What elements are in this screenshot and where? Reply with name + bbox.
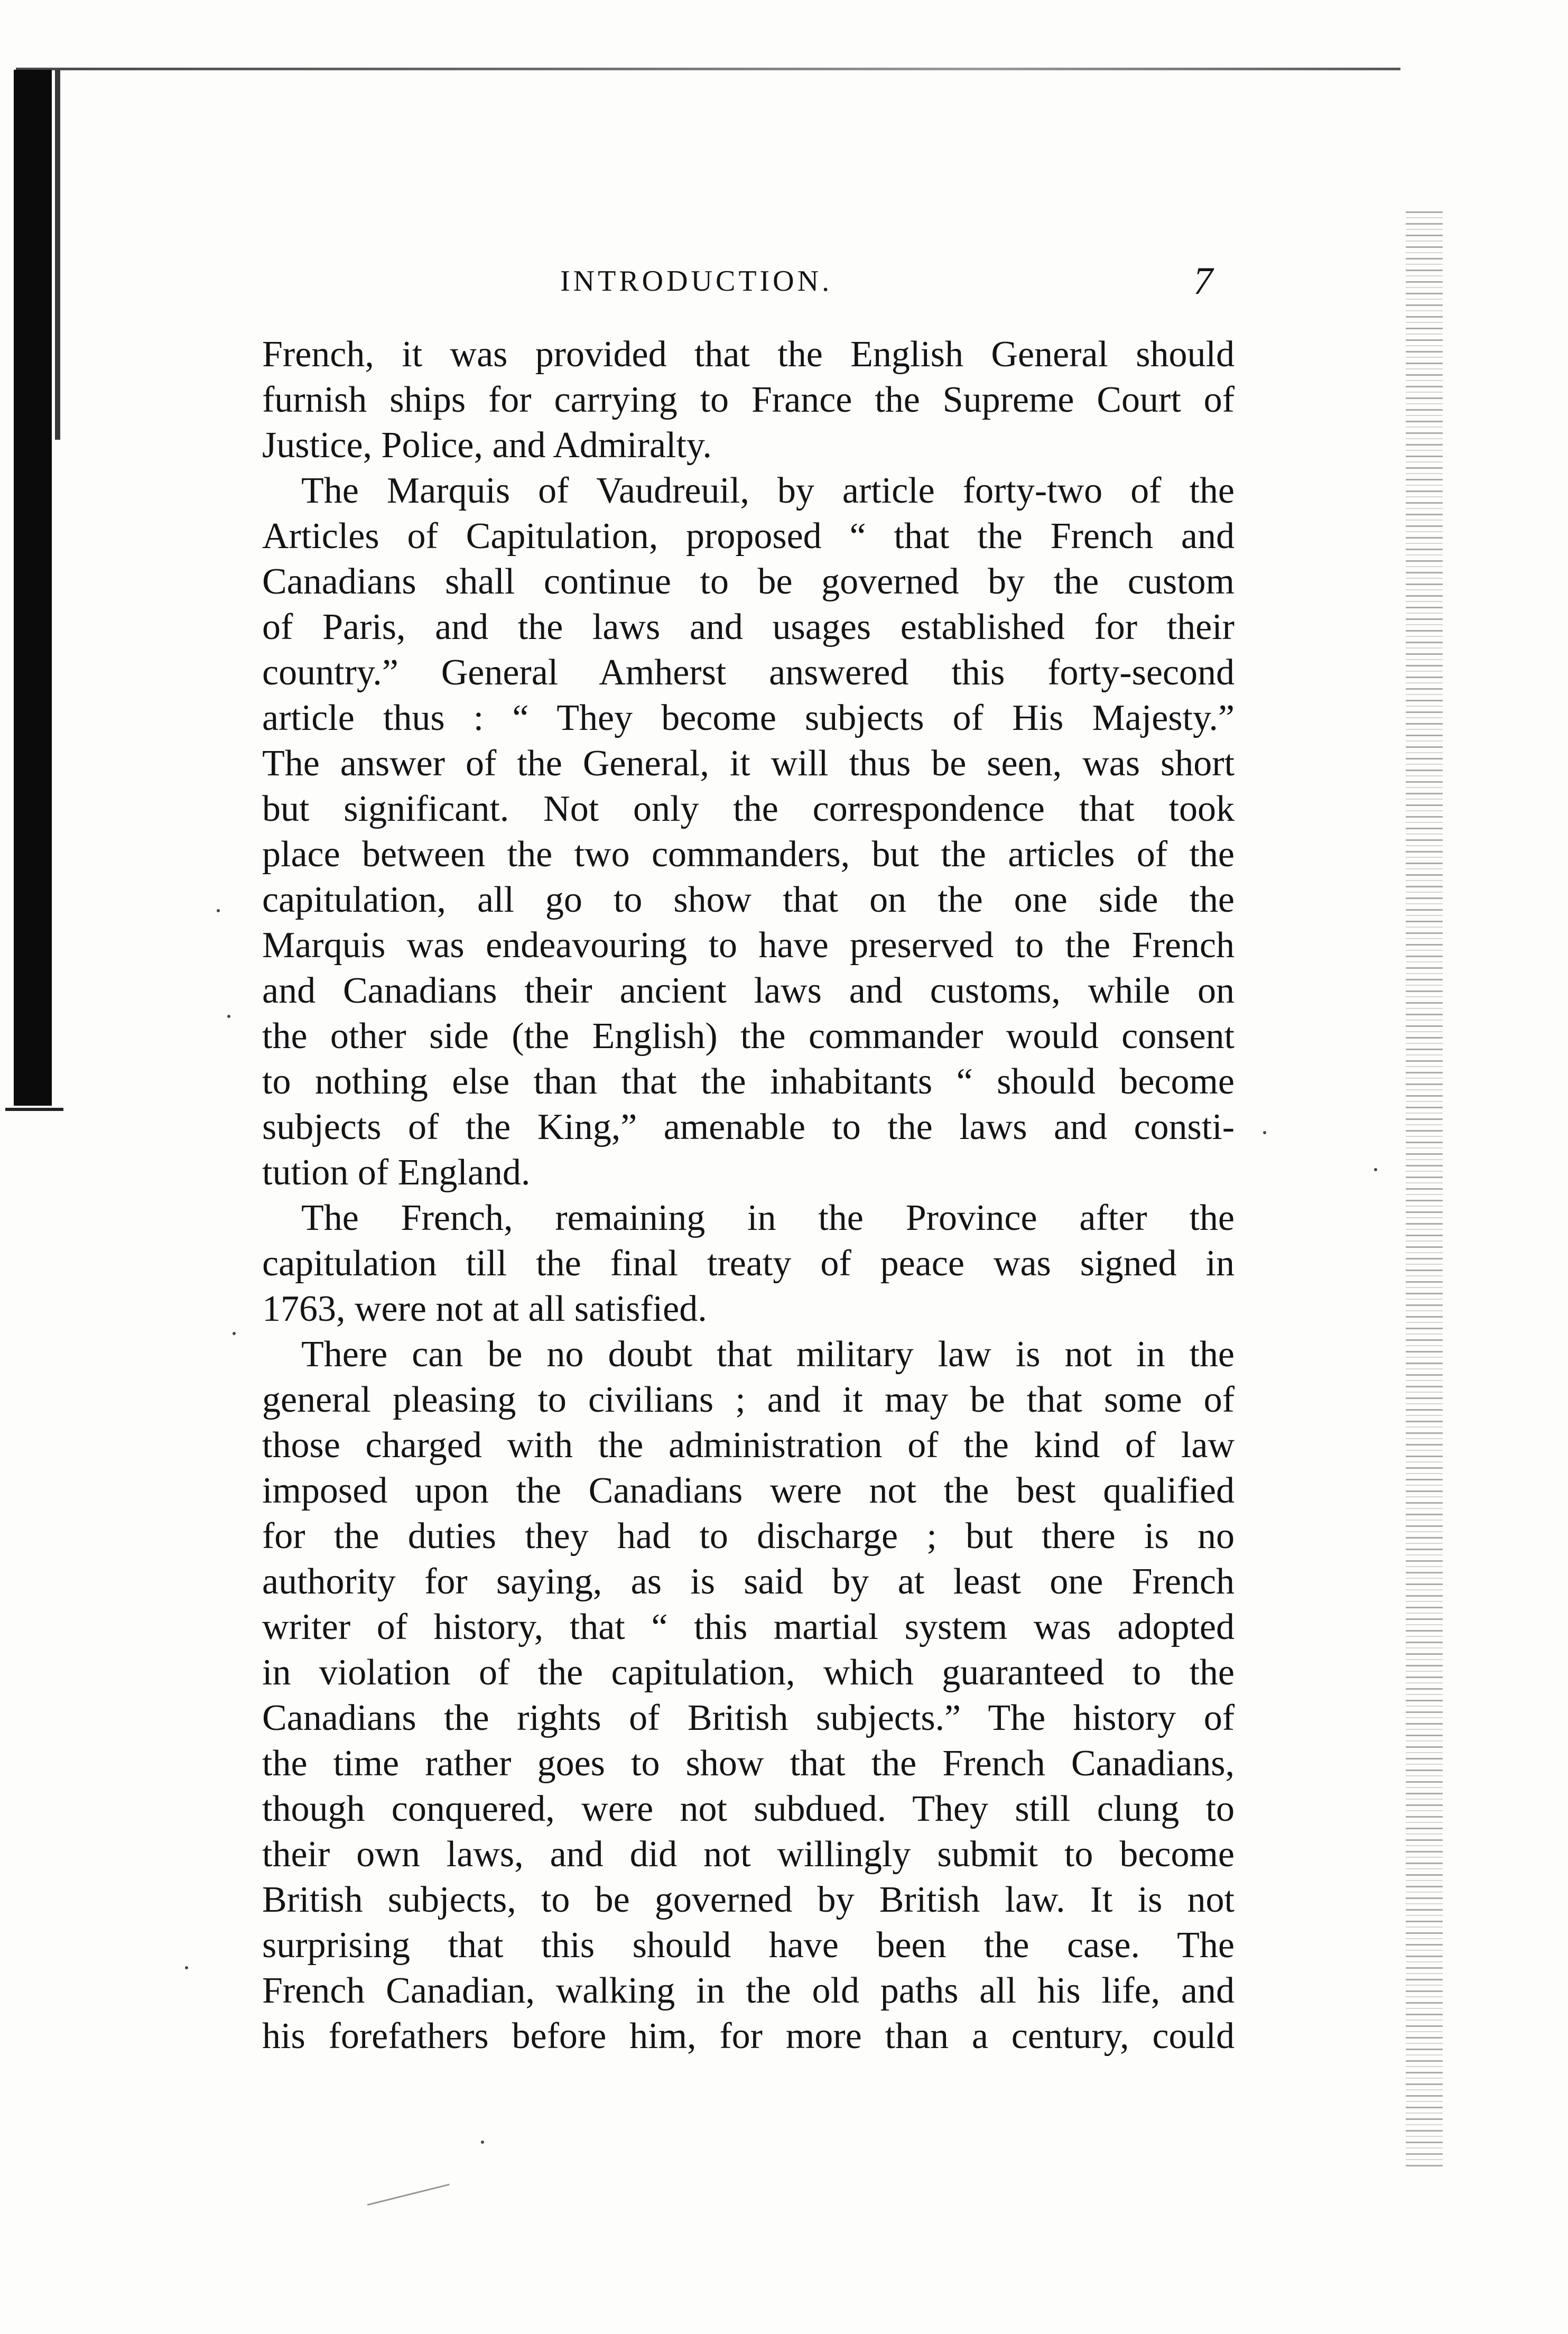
text-line: article thus : “ They become subjects of His Majesty.” [262,698,1235,738]
text-line: Justice, Police, and Admiralty. [262,425,712,466]
scan-speck [1263,1131,1266,1134]
text-line: the time rather goes to show that the French Canadians, [262,1743,1235,1784]
scan-binding-tick [5,1108,63,1111]
text-line: capitulation till the final treaty of peace was signed in [262,1243,1235,1284]
text-line: Canadians shall continue to be governed by the custom [262,561,1235,602]
text-line: in violation of the capitulation, which guaranteed to the [262,1652,1235,1693]
text-line: his forefathers before him, for more than a century, could [262,2016,1235,2057]
text-line: their own laws, and did not willingly submit to become [262,1834,1235,1875]
text-line: furnish ships for carrying to France the Supreme Court of [262,379,1235,420]
text-line: though conquered, were not subdued. They still clung to [262,1789,1235,1829]
scan-speck [481,2141,484,2144]
text-line: French Canadian, walking in the old paths all his life, and [262,1970,1235,2011]
text-line: authority for saying, as is said by at least one French [262,1561,1235,1602]
text-line: those charged with the administration of the kind of law [262,1425,1235,1466]
paragraph [262,1332,1235,2059]
text-line: The answer of the General, it will thus be seen, was short [262,743,1235,784]
text-line: French, it was provided that the English General should [262,334,1235,375]
text-line: 1763, were not at all satisfied. [262,1289,707,1329]
text-line: place between the two commanders, but the articles of the [262,834,1235,875]
scan-speck [233,1332,236,1335]
scan-speck [185,1966,188,1969]
page-number: 7 [1193,260,1213,303]
text-line: and Canadians their ancient laws and customs, while on [262,970,1235,1011]
paragraph [262,332,1235,468]
running-head: INTRODUCTION. [560,265,833,298]
scan-binding-shadow-thin [55,70,60,440]
scan-speck [1374,1168,1377,1171]
scan-speck [217,909,220,912]
text-line: There can be no doubt that military law is not in the [301,1334,1235,1375]
scan-top-edge-rule [16,68,1400,70]
text-line: Marquis was endeavouring to have preserved to the French [262,925,1235,966]
text-line: Canadians the rights of British subjects.” The history of [262,1698,1235,1738]
paragraph [262,468,1235,1196]
text-line: British subjects, to be governed by British law. It is not [262,1879,1235,1920]
scan-speck [227,1015,230,1018]
text-line: of Paris, and the laws and usages established for their [262,607,1235,647]
text-line: writer of history, that “ this martial system was adopted [262,1607,1235,1647]
paragraph [262,1196,1235,1332]
text-line: surprising that this should have been the case. The [262,1925,1235,1966]
scan-right-edge-noise [1406,211,1443,2167]
text-line: for the duties they had to discharge ; but there is no [262,1516,1235,1557]
text-line: capitulation, all go to show that on the one side the [262,879,1235,920]
text-line: but significant. Not only the correspondence that took [262,789,1235,829]
text-line: The French, remaining in the Province after the [301,1198,1235,1238]
text-line: general pleasing to civilians ; and it may be that some of [262,1379,1235,1420]
text-line: the other side (the English) the commander would consent [262,1016,1235,1057]
text-line: subjects of the King,” amenable to the laws and consti- [262,1107,1235,1147]
text-line: Articles of Capitulation, proposed “ that the French and [262,516,1235,557]
text-line: imposed upon the Canadians were not the best qualified [262,1470,1235,1511]
text-line: tution of England. [262,1152,531,1193]
text-line: The Marquis of Vaudreuil, by article forty-two of the [301,470,1235,511]
scan-binding-shadow [14,70,52,1106]
scan-smudge [367,2184,457,2237]
body-text [262,332,1235,2059]
text-line: to nothing else than that the inhabitants “ should become [262,1061,1235,1102]
text-line: country.” General Amherst answered this forty-second [262,652,1235,693]
